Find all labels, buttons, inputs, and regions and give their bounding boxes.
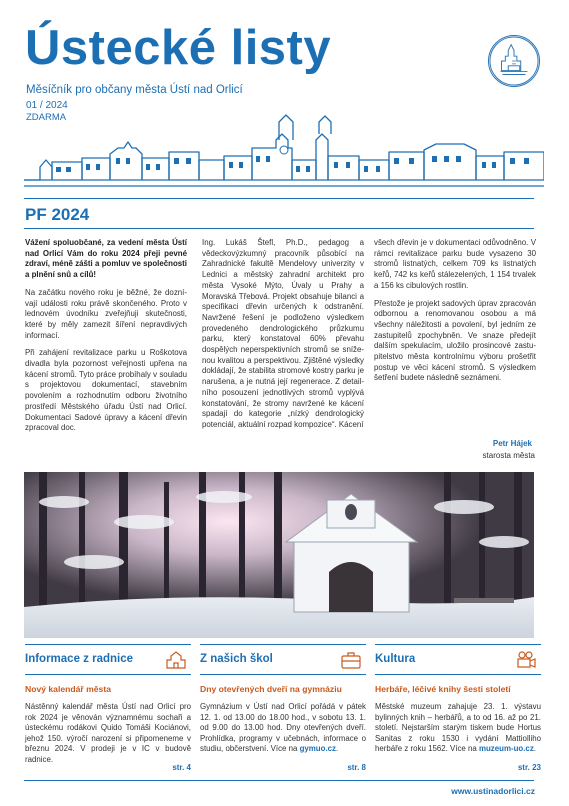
news-box-town-hall bbox=[25, 644, 191, 774]
page-reference[interactable]: str. 4 bbox=[172, 763, 191, 772]
article-column-1 bbox=[25, 238, 187, 441]
footer-website-link[interactable]: www.ustinadorlici.cz bbox=[451, 786, 535, 796]
box-subheading: Dny otevřených dveří na gymnáziu bbox=[200, 684, 342, 694]
box-body: Gymnázium v Ústí nad Orlicí pořádá v pátek 12. 1. od 13.00 do 18.00 hod., v sobotu 13. 1. od 9.00 do 13.00 hod. Dny otevřených dveří. Prohlídka, programy v učebnách, informace o studiu, občerstvení. Více na bbox=[200, 702, 366, 754]
box-subheading: Herbáře, léčivé knihy šesti století bbox=[375, 684, 511, 694]
winter-chapel-photo bbox=[24, 472, 534, 638]
box-divider bbox=[375, 674, 541, 675]
article-title-divider bbox=[24, 228, 534, 229]
town-crest-icon bbox=[488, 35, 540, 87]
box-heading: Informace z radnice bbox=[25, 653, 134, 665]
box-heading: Kultura bbox=[375, 653, 416, 665]
website-link[interactable]: muzeum-uo.cz bbox=[478, 744, 534, 754]
article-paragraph: všech dřevin je v dokumentaci odůvodněno. V rámci revitalizace parku bude vysazeno 30 stromů listnatých, celkem 709 ks listnatých keřů, 742 ks keřů stálezelených, 1 154 trvalek a 156 ks cibulových rostlin. bbox=[374, 238, 536, 290]
article-paragraph: Při zahájení revitalizace parku u Roškotova divadla byla pozornost veřejnosti upřena na kácení stromů. Tyto práce probíhaly v souladu s projektovou dokumentací, stavebním povolením a rozhodnutím odboru životního prostředí Městského úřadu Ústí nad Orlicí. Dokumentaci Sadové úpravy a kácení dřevin zpracoval doc. bbox=[25, 348, 187, 433]
masthead-title: Ústecké listy bbox=[25, 21, 332, 75]
box-text bbox=[25, 702, 191, 766]
signature-role: starosta města bbox=[482, 451, 535, 460]
box-subheading: Nový kalendář města bbox=[25, 684, 111, 694]
box-text: Městské muzeum zahajuje 23. 1. výstavu bylinných knih – herbářů, a to od 16. až po 21. století. Nejstarším starým tiskem bude Hortus Sanitas z roku 1530 i vydání Mattiolliho herbáře z roku 1562. Více na muzeum-uo.cz. bbox=[375, 702, 541, 754]
issue-number: 01 / 2024 bbox=[26, 100, 68, 111]
masthead-divider bbox=[24, 198, 534, 199]
town-skyline-illustration bbox=[24, 112, 544, 194]
film-camera-icon bbox=[515, 650, 537, 670]
article-paragraph: Přestože je projekt sadových úprav zpracován odbornou a renomovanou osobou a má všechny náležitosti a povolení, byl jedním ze zastupitelů zpochybněn. Ve snaze předejít dalším spekulacím, uložilo prosincové zastupitelstvo města kontrolnímu výboru prošetřit postup ve věci kácení stromů. S výsledkem šetření budete následně seznámeni. bbox=[374, 298, 536, 383]
box-body: Městské muzeum zahajuje 23. 1. výstavu bylinných knih – herbářů, a to od 16. až po 21. století. Nejstarším starým tiskem bude Hortus Sanitas z roku 1530 i vydání Mattiolliho herbáře z roku 1562. Více na bbox=[375, 702, 541, 754]
price-label: ZDARMA bbox=[26, 112, 67, 123]
news-box-culture bbox=[375, 644, 541, 774]
box-body: Nástěnný kalendář města Ústí nad Orlicí pro rok 2024 je věnován významnému sochaři a ústeckému rodákovi Quido Tomáši Kociánovi, jehož 150. výročí narození si připomeneme v březnu 2024. V prodeji je v IC v budově radnice. bbox=[25, 702, 191, 764]
box-heading: Z našich škol bbox=[200, 653, 273, 665]
page-reference[interactable]: str. 8 bbox=[347, 763, 366, 772]
footer-divider bbox=[24, 780, 534, 781]
box-divider bbox=[200, 674, 366, 675]
box-divider bbox=[25, 674, 191, 675]
box-text: Gymnázium v Ústí nad Orlicí pořádá v pátek 12. 1. od 13.00 do 18.00 hod., v sobotu 13. 1. od 9.00 do 13.00 hod. Dny otevřených dveří. Prohlídka, programy v učebnách, informace o studiu, občerstvení. Více na gymuo.cz. bbox=[200, 702, 366, 754]
article-paragraph: Ing. Lukáš Štefl, Ph.D., pedagog a vědeckovýzkumný pracovník působící na Zahradnické fakultě Mendelovy univerzity v Lednici a městský zahradní architekt pro města Vysoké Mýto, Úvaly u Prahy a Moravská Třebová. Projekt obsahuje bilanci a specifikaci dřevin určených k odstranění. Navržené řešení je podloženo výsledkem provedeného dendrologického průzkumu parku, který konstatoval 60% převahu dospělých neperspektivních stromů se sníženou kvalitou a perspektivou. Zjištěné výsledky dokládají, že stabilita stromové kostry parku je narušena, a je nutná její regenerace. Z detailního posouzení jednotlivých stromů vyplývá konstatování, že stromy navržené ke kácení spadají do kategorie „nízký dendrologický potenciál, aktuální rozpad kompozice“. Kácení bbox=[202, 238, 364, 429]
article-title: PF 2024 bbox=[25, 205, 90, 224]
briefcase-icon bbox=[340, 650, 362, 670]
article-paragraph: Na začátku nového roku je běžné, že doznívají události roku právě skončeného. Proto v lednovém úvodníku zveřejňuji skutečnosti, které by měly zamezit šíření nepravdivých informací. bbox=[25, 287, 187, 340]
town-hall-icon bbox=[165, 650, 187, 670]
signature-name: Petr Hájek bbox=[492, 439, 532, 448]
article-column-2 bbox=[202, 238, 364, 438]
masthead-subtitle: Měsíčník pro občany města Ústí nad Orlicí bbox=[26, 84, 243, 96]
article-column-3 bbox=[374, 238, 536, 391]
news-box-schools bbox=[200, 644, 366, 774]
website-link[interactable]: gymuo.cz bbox=[299, 744, 336, 754]
page-reference[interactable]: str. 23 bbox=[517, 763, 541, 772]
article-lead: Vážení spoluobčané, za vedení města Ústí nad Orlicí Vám do roku 2024 přeji pevné zdraví, méně zášti a pomluv ve společnosti a plnění snů a cílů! bbox=[25, 238, 187, 280]
